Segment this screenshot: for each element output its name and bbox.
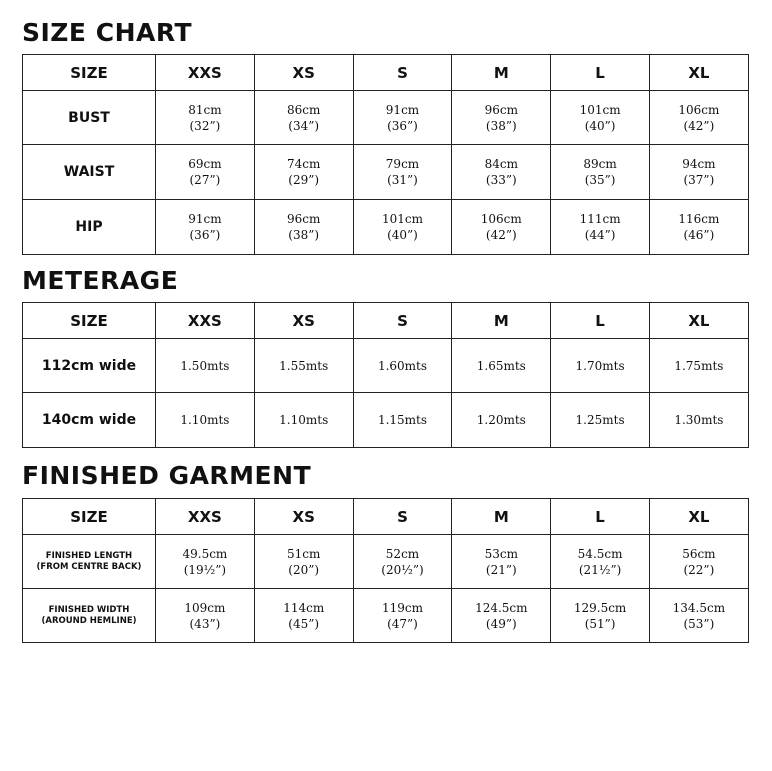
header-l: L — [551, 55, 650, 91]
table-cell: 106cm (42”) — [649, 91, 748, 145]
table-row-112cm-wide — [23, 339, 749, 393]
header-s: S — [353, 303, 452, 339]
header-xxs: XXS — [156, 303, 255, 339]
header-s: S — [353, 55, 452, 91]
table-cell: 111cm (44”) — [551, 200, 650, 255]
table-cell: 91cm (36”) — [353, 91, 452, 145]
table-cell: 96cm (38”) — [254, 200, 353, 255]
table-cell: 94cm (37”) — [649, 145, 748, 200]
table-cell: 91cm (36”) — [156, 200, 255, 255]
table-row-waist — [23, 145, 749, 200]
table-cell: 1.30mts — [649, 393, 748, 448]
table-cell: 54.5cm (21½”) — [551, 535, 650, 589]
table-cell: 101cm (40”) — [353, 200, 452, 255]
table-cell: 1.10mts — [254, 393, 353, 448]
table-cell: 1.15mts — [353, 393, 452, 448]
table-cell: 81cm (32”) — [156, 91, 255, 145]
header-m: M — [452, 499, 551, 535]
table-cell: 1.20mts — [452, 393, 551, 448]
table-cell: 74cm (29”) — [254, 145, 353, 200]
header-l: L — [551, 303, 650, 339]
row-label-finished-width: FINISHED WIDTH (AROUND HEMLINE) — [23, 589, 156, 643]
header-size: SIZE — [23, 303, 156, 339]
meterage-header-row — [23, 303, 749, 339]
table-cell: 1.70mts — [551, 339, 650, 393]
table-cell: 86cm (34”) — [254, 91, 353, 145]
row-label-bust: BUST — [23, 91, 156, 145]
header-xl: XL — [649, 499, 748, 535]
table-cell: 49.5cm (19½”) — [156, 535, 255, 589]
header-xs: XS — [254, 303, 353, 339]
header-l: L — [551, 499, 650, 535]
table-row-hip — [23, 200, 749, 255]
table-row-140cm-wide — [23, 393, 749, 448]
table-cell: 114cm (45”) — [254, 589, 353, 643]
row-label-finished-length: FINISHED LENGTH (FROM CENTRE BACK) — [23, 535, 156, 589]
table-cell: 101cm (40”) — [551, 91, 650, 145]
header-size: SIZE — [23, 55, 156, 91]
table-cell: 134.5cm (53”) — [649, 589, 748, 643]
header-xxs: XXS — [156, 499, 255, 535]
table-cell: 1.55mts — [254, 339, 353, 393]
size-chart-title: SIZE CHART — [22, 18, 193, 47]
table-cell: 96cm (38”) — [452, 91, 551, 145]
table-cell: 1.50mts — [156, 339, 255, 393]
row-label-140cm-wide: 140cm wide — [23, 393, 156, 448]
table-cell: 89cm (35”) — [551, 145, 650, 200]
header-xl: XL — [649, 55, 748, 91]
header-xs: XS — [254, 55, 353, 91]
finished-garment-title: FINISHED GARMENT — [22, 461, 312, 490]
table-cell: 51cm (20”) — [254, 535, 353, 589]
header-xs: XS — [254, 499, 353, 535]
table-row-finished-length — [23, 535, 749, 589]
header-xl: XL — [649, 303, 748, 339]
table-cell: 116cm (46”) — [649, 200, 748, 255]
header-xxs: XXS — [156, 55, 255, 91]
table-cell: 53cm (21”) — [452, 535, 551, 589]
table-cell: 84cm (33”) — [452, 145, 551, 200]
table-cell: 1.25mts — [551, 393, 650, 448]
table-cell: 1.60mts — [353, 339, 452, 393]
table-cell: 129.5cm (51”) — [551, 589, 650, 643]
row-label-waist: WAIST — [23, 145, 156, 200]
table-row-finished-width — [23, 589, 749, 643]
table-row-bust — [23, 91, 749, 145]
size-chart-header-row — [23, 55, 749, 91]
finished-garment-header-row — [23, 499, 749, 535]
table-cell: 79cm (31”) — [353, 145, 452, 200]
meterage-title: METERAGE — [22, 266, 179, 295]
header-m: M — [452, 55, 551, 91]
header-m: M — [452, 303, 551, 339]
table-cell: 109cm (43”) — [156, 589, 255, 643]
header-size: SIZE — [23, 499, 156, 535]
table-cell: 119cm (47”) — [353, 589, 452, 643]
table-cell: 1.75mts — [649, 339, 748, 393]
header-s: S — [353, 499, 452, 535]
table-cell: 56cm (22”) — [649, 535, 748, 589]
table-cell: 124.5cm (49”) — [452, 589, 551, 643]
table-cell: 52cm (20½”) — [353, 535, 452, 589]
table-cell: 69cm (27”) — [156, 145, 255, 200]
table-cell: 1.10mts — [156, 393, 255, 448]
meterage-table — [22, 302, 749, 448]
row-label-hip: HIP — [23, 200, 156, 255]
table-cell: 1.65mts — [452, 339, 551, 393]
row-label-112cm-wide: 112cm wide — [23, 339, 156, 393]
size-chart-table — [22, 54, 749, 255]
finished-garment-table — [22, 498, 749, 643]
table-cell: 106cm (42”) — [452, 200, 551, 255]
